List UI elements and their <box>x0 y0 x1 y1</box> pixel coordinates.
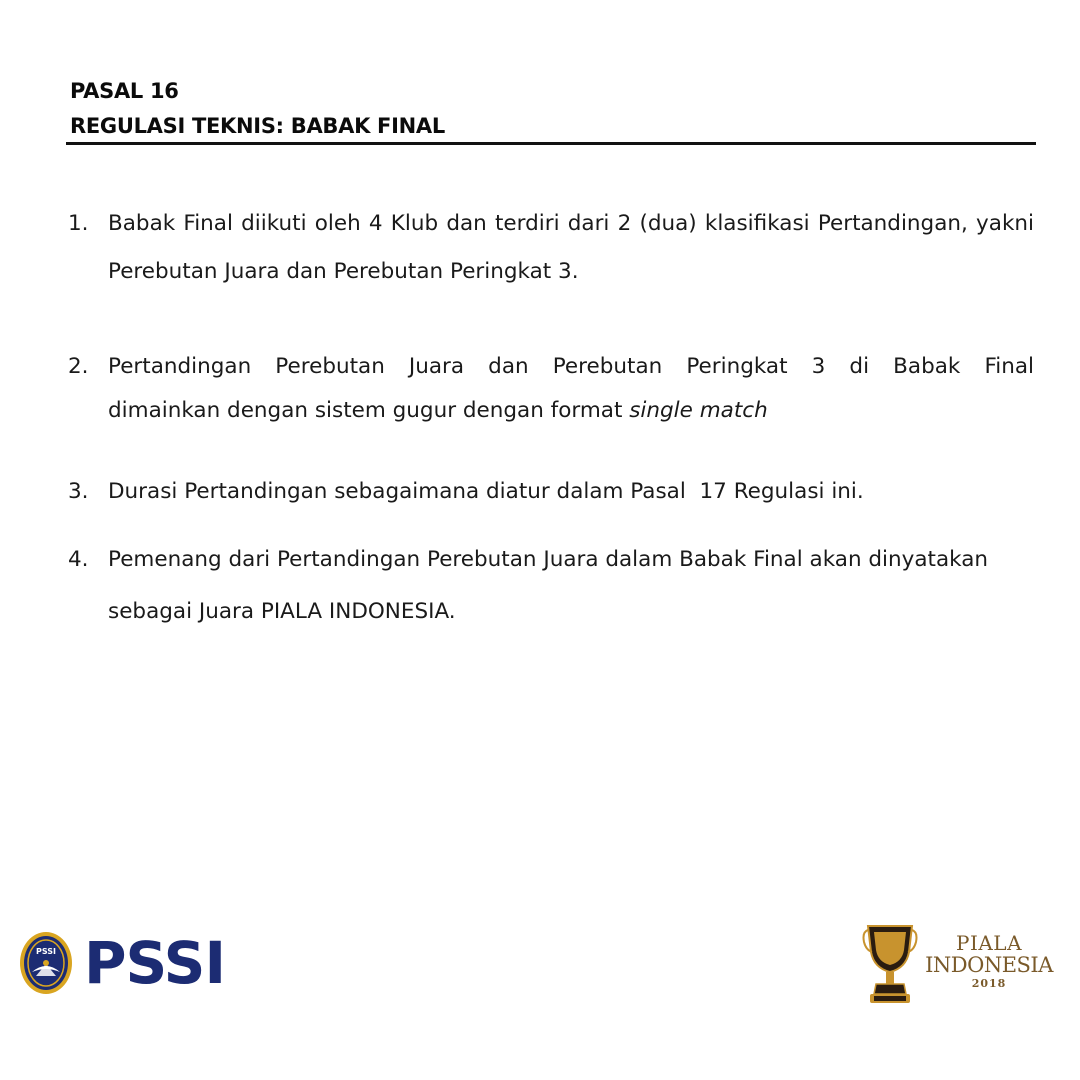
list-item-line: Perebutan Juara dan Perebutan Peringkat 3. <box>108 259 579 284</box>
list-number: 3. <box>68 479 89 504</box>
emphasis-text: single match <box>629 398 768 423</box>
list-item-text <box>108 200 1034 296</box>
list-number: 4. <box>68 547 89 572</box>
list-number: 2. <box>68 354 89 379</box>
list-item-3 <box>68 470 1034 514</box>
piala-wordmark-year: 2018 <box>971 977 1007 990</box>
pssi-emblem-text: PSSI <box>35 946 57 956</box>
list-item-text <box>108 345 1034 433</box>
piala-wordmark-line1: PIALA <box>955 931 1023 955</box>
list-item-text <box>108 470 1034 514</box>
list-item-4 <box>68 534 1034 638</box>
article-title: REGULASI TEKNIS: BABAK FINAL <box>70 114 445 138</box>
list-item-2 <box>68 345 1034 433</box>
piala-indonesia-logo <box>862 922 1062 1007</box>
list-item-line-text: dimainkan dengan sistem gugur dengan format <box>108 398 630 423</box>
list-item-line: sebagai Juara PIALA INDONESIA. <box>108 599 456 624</box>
list-number: 1. <box>68 211 89 236</box>
article-number: PASAL 16 <box>70 79 179 103</box>
list-item-line: Pertandingan Perebutan Juara dan Perebutan Peringkat 3 di Babak Final <box>108 354 1034 379</box>
list-item-line: Babak Final diikuti oleh 4 Klub dan terdiri dari 2 (dua) klasifikasi Pertandingan, yakni <box>108 211 1034 236</box>
list-item-line <box>108 389 1034 433</box>
pssi-emblem-icon <box>18 930 74 996</box>
list-item-1 <box>68 200 1034 296</box>
list-item-line: Durasi Pertandingan sebagaimana diatur dalam Pasal 17 Regulasi ini. <box>108 479 864 504</box>
piala-indonesia-wordmark <box>920 932 1058 992</box>
pssi-logo <box>18 925 225 1000</box>
piala-wordmark-line2: INDONESIA <box>925 953 1053 977</box>
list-item-text <box>108 534 1034 638</box>
list-item-line: Pemenang dari Pertandingan Perebutan Juara dalam Babak Final akan dinyatakan <box>108 547 989 572</box>
document-header <box>70 74 1036 144</box>
pssi-wordmark: PSSI <box>84 928 226 997</box>
header-divider <box>66 142 1036 145</box>
trophy-icon <box>862 922 918 1007</box>
